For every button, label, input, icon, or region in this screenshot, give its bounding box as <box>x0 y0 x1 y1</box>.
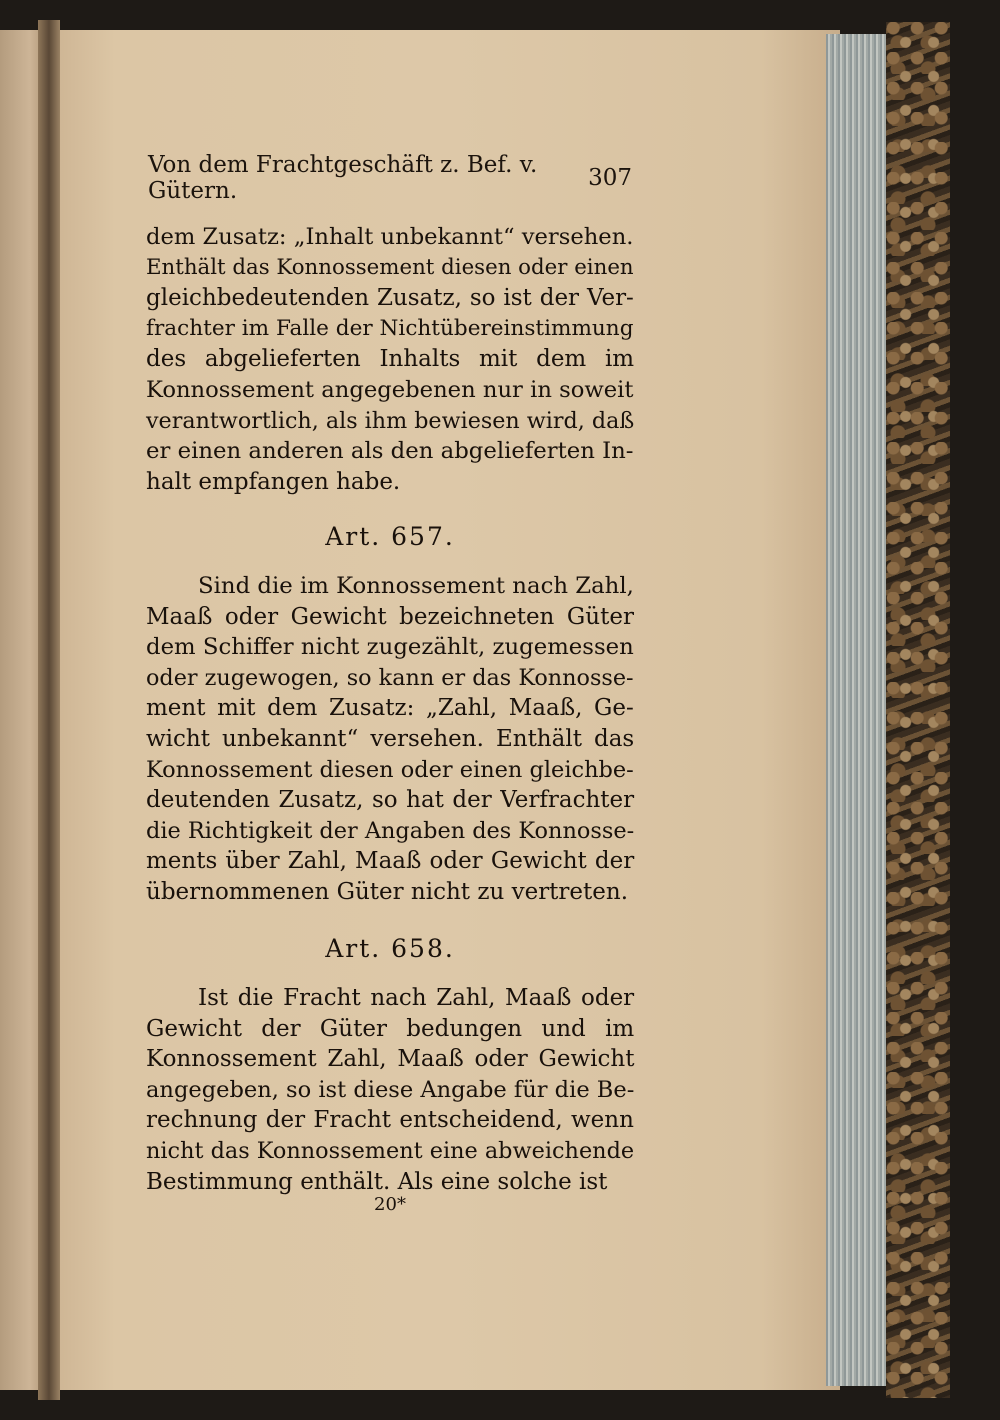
running-title: Von dem Frachtgeschäft z. Bef. v. Gütern. <box>148 152 538 204</box>
text-line: ments über Zahl, Maaß oder Gewicht der <box>146 848 635 875</box>
text-line: Sind die im Konnossement nach Zahl, <box>198 573 634 599</box>
signature-mark: 20* <box>374 1194 406 1215</box>
text-line: Konnossement angegebenen nur in soweit <box>146 376 634 403</box>
text-line: deutenden Zusatz, so hat der Verfrachter <box>146 787 635 814</box>
text-line: frachter im Falle der Nichtübereinstimmung <box>146 315 634 341</box>
article-657-heading: Art. 657. <box>325 522 455 551</box>
article-658-heading: Art. 658. <box>325 934 455 963</box>
text-line: rechnung der Fracht entscheidend, wenn <box>146 1107 634 1134</box>
page-number: 307 <box>588 165 632 191</box>
text-line: ment mit dem Zusatz: „Zahl, Maaß, Ge- <box>146 695 634 722</box>
text-line: nicht das Konnossement eine abweichende <box>146 1137 635 1164</box>
page-edges <box>826 34 890 1386</box>
text-line: Ist die Fracht nach Zahl, Maaß oder <box>198 985 635 1011</box>
text-line: Gewicht der Güter bedungen und im <box>146 1015 635 1042</box>
article-657-text <box>146 571 634 908</box>
text-line: des abgelieferten Inhalts mit dem im <box>146 346 635 373</box>
text-line: die Richtigkeit der Angaben des Konnosse- <box>146 817 635 844</box>
text-line: verantwortlich, als ihm bewiesen wird, daß <box>146 407 635 434</box>
text-line: dem Schiffer nicht zugezählt, zugemessen <box>146 634 634 661</box>
text-line: gleichbedeutenden Zusatz, so ist der Ver- <box>146 285 634 312</box>
paragraph-continuation <box>146 222 634 497</box>
text-line: er einen anderen als den abgelieferten In- <box>146 438 634 465</box>
text-line: angegeben, so ist diese Angabe für die Be- <box>146 1076 635 1103</box>
text-line: Enthält das Konnossement diesen oder einen <box>146 254 634 280</box>
text-line: Maaß oder Gewicht bezeichneten Güter <box>146 603 634 630</box>
text-line: Bestimmung enthält. Als eine solche ist <box>146 1168 608 1195</box>
text-line: Konnossement diesen oder einen gleichbe- <box>146 756 634 783</box>
text-line: wicht unbekannt“ versehen. Enthält das <box>146 725 635 752</box>
running-header <box>148 152 632 204</box>
book-gutter <box>38 20 60 1400</box>
marbled-cover <box>886 22 950 1398</box>
text-line: halt empfangen habe. <box>146 468 401 495</box>
text-line: Konnossement Zahl, Maaß oder Gewicht <box>146 1046 635 1073</box>
text-line: übernommenen Güter nicht zu vertreten. <box>146 878 629 905</box>
article-658-text <box>146 983 634 1197</box>
text-line: dem Zusatz: „Inhalt unbekannt“ versehen. <box>146 224 634 250</box>
text-line: oder zugewogen, so kann er das Konnosse- <box>146 664 634 691</box>
